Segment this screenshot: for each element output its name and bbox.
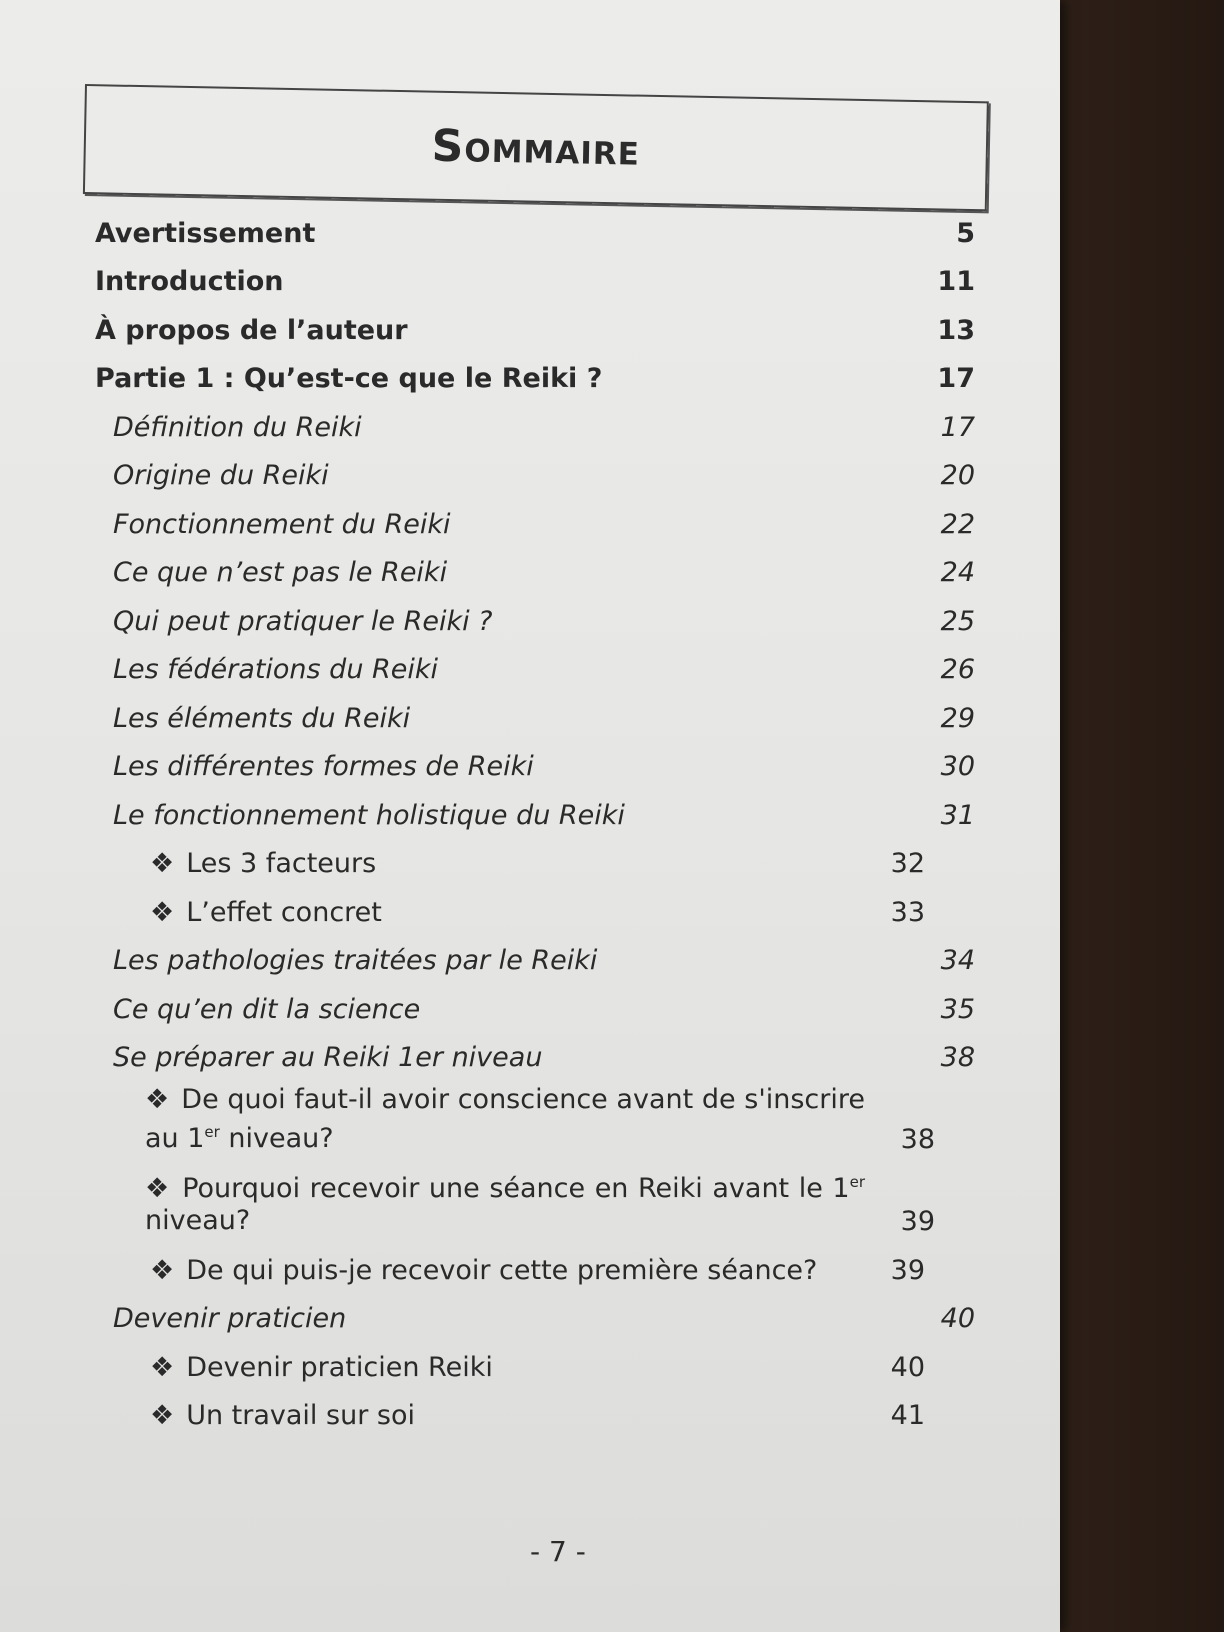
table-of-contents xyxy=(95,200,975,1431)
toc-entry-label xyxy=(150,1400,415,1431)
label-text: Les éléments du Reiki xyxy=(113,702,411,734)
toc-entry xyxy=(95,491,975,540)
toc-entry-label xyxy=(113,412,362,443)
toc-entry-label xyxy=(113,800,625,831)
toc-entry-page: 39 xyxy=(890,1254,925,1286)
toc-entry-page: 40 xyxy=(940,1303,975,1334)
toc-entry-label xyxy=(113,509,451,540)
label-text: Qui peut pratiquer le Reiki ? xyxy=(113,605,493,637)
superscript: er xyxy=(204,1123,220,1141)
toc-entry-label xyxy=(150,1255,817,1286)
toc-entry-page: 35 xyxy=(940,993,975,1025)
toc-entry-label xyxy=(113,1042,542,1073)
toc-entry-page: 20 xyxy=(940,460,975,491)
toc-entry-label xyxy=(113,557,447,588)
label-text: De qui puis-je recevoir cette première séance? xyxy=(186,1254,818,1286)
label-text: Les pathologies traitées par le Reiki xyxy=(113,945,598,976)
label-text: Ce que n’est pas le Reiki xyxy=(113,557,448,588)
toc-entry-page: 24 xyxy=(940,557,975,588)
toc-entry xyxy=(95,1383,975,1432)
label-part: Pourquoi recevoir une séance en Reiki avant le 1 xyxy=(182,1173,850,1204)
toc-entry-label xyxy=(113,1303,346,1334)
toc-entry xyxy=(95,1073,975,1155)
toc-entry xyxy=(95,1286,975,1335)
toc-entry xyxy=(95,394,975,443)
label-text: Le fonctionnement holistique du Reiki xyxy=(113,799,625,831)
toc-entry-label xyxy=(95,363,602,394)
toc-entry-page: 22 xyxy=(940,508,975,540)
toc-entry-label xyxy=(113,751,534,782)
label-text: Les différentes formes de Reiki xyxy=(113,751,534,782)
toc-entry-page: 38 xyxy=(940,1042,975,1073)
label-text: L’effet concret xyxy=(186,896,382,928)
toc-entry-label xyxy=(95,315,408,346)
label-text: Un travail sur soi xyxy=(186,1400,415,1431)
toc-entry-page: 41 xyxy=(890,1400,925,1431)
label-part: De quoi faut-il avoir conscience avant de s'inscrire au 1 xyxy=(145,1084,865,1154)
toc-entry xyxy=(95,879,975,928)
toc-entry xyxy=(95,249,975,298)
label-text: Ce qu’en dit la science xyxy=(113,993,421,1025)
toc-entry-label xyxy=(113,654,438,685)
toc-entry xyxy=(95,637,975,686)
toc-entry-page: 25 xyxy=(940,605,975,637)
toc-entry xyxy=(95,346,975,395)
label-text: Introduction xyxy=(95,266,284,297)
diamond-bullet-icon: ❖ xyxy=(150,1254,175,1286)
toc-entry-label xyxy=(150,1352,493,1383)
toc-entry-label xyxy=(145,1084,865,1155)
toc-entry xyxy=(95,734,975,783)
toc-entry-label xyxy=(113,945,597,976)
toc-entry xyxy=(95,685,975,734)
toc-entry xyxy=(95,443,975,492)
toc-entry-page: 34 xyxy=(940,945,975,976)
label-text: Définition du Reiki xyxy=(113,411,362,443)
toc-entry-page: 17 xyxy=(940,411,975,443)
label-text: À propos de l’auteur xyxy=(95,314,408,346)
label-text: Se préparer au Reiki 1er niveau xyxy=(113,1042,543,1073)
label-text: Fonctionnement du Reiki xyxy=(113,508,451,540)
toc-entry-page: 40 xyxy=(890,1351,925,1383)
toc-entry xyxy=(95,782,975,831)
label-text: Devenir praticien Reiki xyxy=(186,1351,493,1383)
toc-entry-page: 26 xyxy=(940,654,975,685)
toc-entry-page: 33 xyxy=(890,896,925,928)
diamond-bullet-icon: ❖ xyxy=(150,896,175,928)
toc-entry xyxy=(95,976,975,1025)
toc-entry xyxy=(95,928,975,977)
toc-entry xyxy=(95,297,975,346)
diamond-bullet-icon: ❖ xyxy=(150,1351,175,1383)
toc-entry-label xyxy=(145,1166,865,1237)
toc-entry-label xyxy=(150,848,376,879)
page-number: - 7 - xyxy=(530,1535,586,1568)
toc-entry-label xyxy=(95,218,315,249)
label-part: niveau? xyxy=(145,1205,251,1236)
toc-entry-page: 29 xyxy=(940,702,975,734)
diamond-bullet-icon: ❖ xyxy=(150,848,175,879)
toc-entry-label xyxy=(113,994,420,1025)
toc-entry xyxy=(95,540,975,589)
diamond-bullet-icon: ❖ xyxy=(150,1400,175,1431)
toc-entry-label xyxy=(113,460,329,491)
toc-entry-label xyxy=(113,703,410,734)
toc-entry xyxy=(95,1334,975,1383)
toc-entry xyxy=(95,588,975,637)
label-part: niveau? xyxy=(219,1123,334,1154)
toc-entry-label xyxy=(150,897,382,928)
toc-entry-page: 38 xyxy=(900,1124,935,1155)
toc-entry xyxy=(95,200,975,249)
toc-entry-label xyxy=(113,606,493,637)
toc-entry-page: 5 xyxy=(956,217,975,249)
toc-entry-page: 17 xyxy=(937,363,975,394)
toc-entry xyxy=(95,1025,975,1074)
title-box xyxy=(83,84,989,211)
label-text: Les 3 facteurs xyxy=(186,848,377,879)
toc-entry-page: 39 xyxy=(900,1206,935,1237)
toc-entry-page: 11 xyxy=(937,266,975,297)
label-text: Les fédérations du Reiki xyxy=(113,654,439,685)
toc-entry-page: 13 xyxy=(937,314,975,346)
label-text: Devenir praticien xyxy=(113,1303,347,1334)
toc-entry-page: 31 xyxy=(940,799,975,831)
toc-entry-page: 30 xyxy=(940,751,975,782)
label-text: Origine du Reiki xyxy=(113,460,329,491)
diamond-bullet-icon: ❖ xyxy=(145,1084,170,1115)
label-text: Avertissement xyxy=(95,217,316,249)
toc-entry-page: 32 xyxy=(890,848,925,879)
label-text: Partie 1 : Qu’est-ce que le Reiki ? xyxy=(95,363,603,394)
toc-entry xyxy=(95,1237,975,1286)
superscript: er xyxy=(849,1173,866,1191)
page-title: Sommaire xyxy=(431,120,641,176)
toc-entry xyxy=(95,831,975,880)
diamond-bullet-icon: ❖ xyxy=(145,1173,171,1204)
toc-entry xyxy=(95,1155,975,1237)
toc-entry-label xyxy=(95,266,284,297)
